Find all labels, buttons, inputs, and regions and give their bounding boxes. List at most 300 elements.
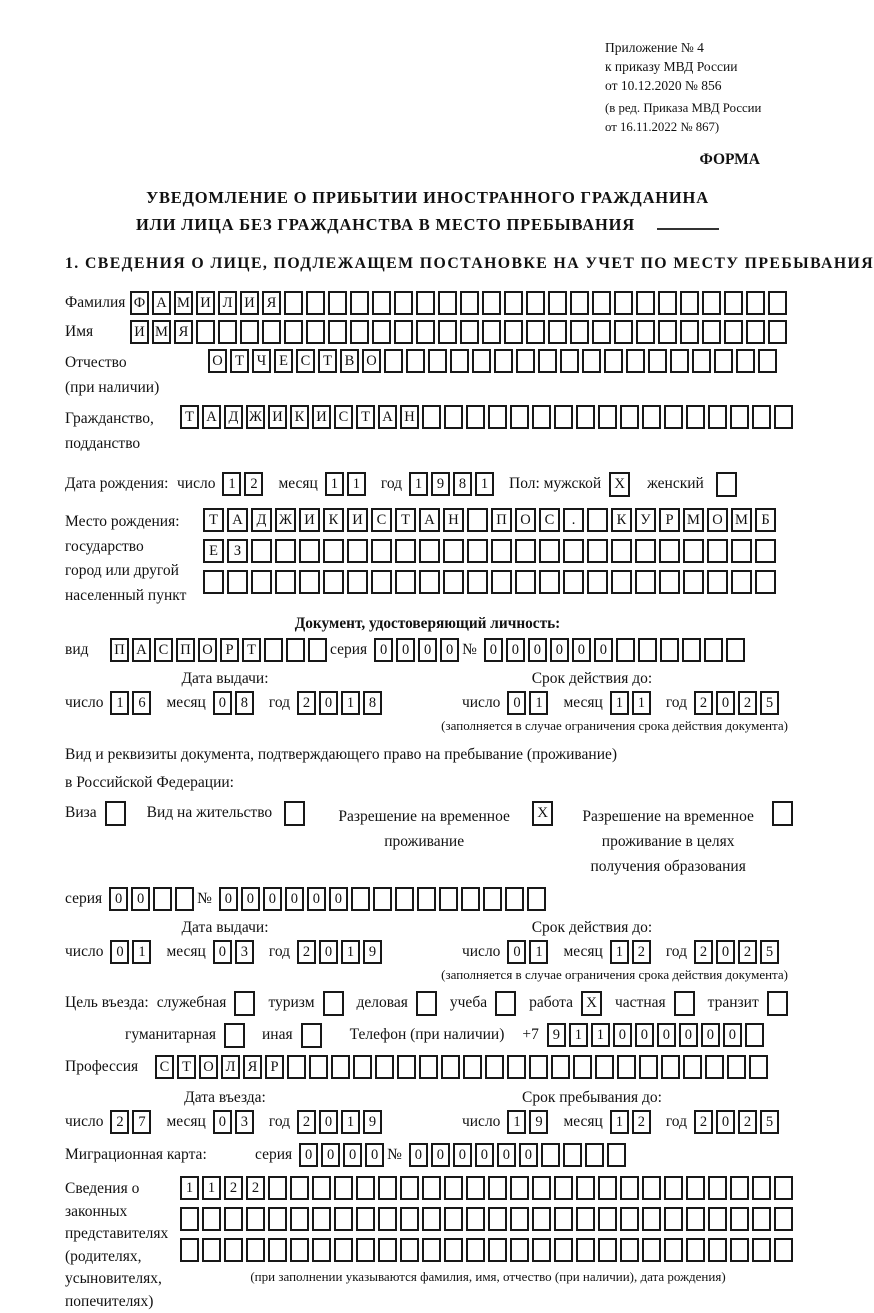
entry-day-input[interactable] [110,1110,154,1134]
char-cell: Я [262,291,281,315]
char-cell: 0 [572,638,591,662]
char-cell [356,1207,375,1231]
char-cell: 8 [453,472,472,496]
char-cell [482,291,501,315]
char-cell: 2 [224,1176,243,1200]
char-cell [548,320,567,344]
char-cell [526,291,545,315]
char-cell [658,291,677,315]
patronymic-row [65,349,790,400]
identity-doc-kind-input[interactable] [110,638,330,662]
surname-input[interactable] [130,291,790,315]
day-label: число [65,943,104,961]
char-cell: М [174,291,193,315]
month-label: месяц [563,1113,603,1131]
char-cell: К [290,405,309,429]
char-cell: Я [243,1055,262,1079]
char-cell [659,570,680,594]
char-cell [488,1207,507,1231]
char-cell [642,1176,661,1200]
residence-issue-year-input[interactable] [297,940,385,964]
char-cell [395,539,416,563]
char-cell [466,1176,485,1200]
char-cell [395,887,414,911]
char-cell [639,1055,658,1079]
birth-place-input-row1[interactable] [203,508,779,532]
char-cell [587,508,608,532]
representatives-input-row3[interactable] [180,1238,796,1262]
stay-until-heading: Срок пребывания до: [521,1089,662,1107]
char-cell: П [176,638,195,662]
representatives-label-line2: законных [65,1202,128,1220]
residence-doc-options [65,801,790,879]
day-label: число [461,943,501,961]
char-cell [704,638,723,662]
char-cell: 3 [235,1110,254,1134]
entry-year-input[interactable] [297,1110,385,1134]
month-label: месяц [278,475,318,493]
identity-doc-number-input[interactable] [484,638,748,662]
char-cell [350,291,369,315]
char-cell: 9 [363,940,382,964]
option-temp-residence-education-label: Разрешение на временное проживание в целях получения образования [582,808,754,876]
char-cell: 0 [701,1023,720,1047]
char-cell [585,1143,604,1167]
char-cell [306,291,325,315]
char-cell [371,539,392,563]
char-cell [774,1238,793,1262]
char-cell: С [371,508,392,532]
representatives-row [65,1176,790,1313]
birth-year-input[interactable] [409,472,497,496]
title-underline [657,228,719,230]
char-cell: 0 [519,1143,538,1167]
char-cell: 0 [506,638,525,662]
residence-valid-year-input[interactable] [694,940,782,964]
form-title-line2-wrap [65,211,790,238]
char-cell [323,570,344,594]
number-label: № [462,641,477,659]
char-cell: Е [203,539,224,563]
char-cell: 0 [594,638,613,662]
char-cell: Н [400,405,419,429]
char-cell [394,320,413,344]
series-label: серия [330,641,368,659]
patronymic-input[interactable] [208,349,780,373]
char-cell: 1 [180,1176,199,1200]
char-cell [328,291,347,315]
char-cell: Н [443,508,464,532]
stay-month-input[interactable] [610,1110,654,1134]
char-cell [378,1238,397,1262]
char-cell [614,291,633,315]
char-cell [312,1238,331,1262]
char-cell [560,349,579,373]
validity-heading: Срок действия до: [531,670,653,688]
purpose-study-checkbox[interactable] [495,991,519,1016]
char-cell [726,638,745,662]
char-cell [203,570,224,594]
char-cell: С [334,405,353,429]
residence-doc-series-row [65,887,790,911]
char-cell [692,349,711,373]
char-cell [724,291,743,315]
char-cell: 0 [507,691,526,715]
birth-place-label-line4: населенный пункт [65,586,187,604]
char-cell [598,405,617,429]
char-cell [286,638,305,662]
citizenship-label [65,405,180,456]
char-cell [400,1207,419,1231]
char-cell [642,405,661,429]
citizenship-input[interactable] [180,405,796,429]
identity-doc-kind-label: вид [65,641,89,659]
char-cell [443,539,464,563]
purpose-official-checkbox[interactable] [234,991,258,1016]
char-cell: И [268,405,287,429]
identity-valid-year-input[interactable] [694,691,782,715]
issue-date-heading: Дата выдачи: [181,670,269,688]
char-cell [416,991,437,1016]
char-cell [406,349,425,373]
annex-line: к приказу МВД России [605,59,738,75]
char-cell: Д [251,508,272,532]
birth-month-input[interactable] [325,472,369,496]
char-cell [670,349,689,373]
residence-doc-issue-group [65,919,385,964]
char-cell: 2 [694,1110,713,1134]
purpose-work-label: работа [529,994,573,1012]
option-residence-permit-checkbox[interactable] [284,801,308,826]
char-cell: 1 [610,940,629,964]
identity-valid-day-input[interactable] [507,691,551,715]
edition-line: (в ред. Приказа МВД России [605,101,762,116]
char-cell: 0 [213,691,232,715]
char-cell [312,1207,331,1231]
char-cell [614,320,633,344]
char-cell [180,1207,199,1231]
purpose-official-label: служебная [156,994,227,1012]
option-visa-checkbox[interactable] [105,801,129,826]
char-cell: 1 [409,472,428,496]
surname-row [65,291,790,315]
char-cell [563,539,584,563]
char-cell: 0 [213,940,232,964]
char-cell: А [378,405,397,429]
birth-place-input-row3[interactable] [203,570,779,594]
char-cell: 0 [319,1110,338,1134]
representatives-label-line5: усыновителях, [65,1270,162,1288]
char-cell [275,570,296,594]
char-cell [702,320,721,344]
patronymic-label [65,349,208,400]
char-cell [570,320,589,344]
char-cell: А [227,508,248,532]
char-cell: У [635,508,656,532]
residence-issue-month-input[interactable] [213,940,257,964]
profession-label: Профессия [65,1058,139,1076]
char-cell: 0 [343,1143,362,1167]
char-cell: Б [755,508,776,532]
identity-issue-year-input[interactable] [297,691,385,715]
stay-day-input[interactable] [507,1110,551,1134]
purpose-work-checkbox[interactable] [581,991,605,1016]
representatives-label [65,1176,180,1313]
char-cell [749,1055,768,1079]
char-cell [251,539,272,563]
char-cell [400,1176,419,1200]
residence-doc-series-input[interactable] [109,887,197,911]
char-cell [708,1238,727,1262]
char-cell [306,320,325,344]
char-cell [328,320,347,344]
char-cell [746,320,765,344]
entry-month-input[interactable] [213,1110,257,1134]
phone-prefix: +7 [522,1026,539,1044]
year-label: год [268,694,291,712]
char-cell: 0 [550,638,569,662]
char-cell [494,349,513,373]
birth-place-row [65,508,790,608]
char-cell [598,1207,617,1231]
char-cell [268,1238,287,1262]
char-cell [227,570,248,594]
char-cell [563,1143,582,1167]
char-cell [419,1055,438,1079]
birth-place-input-row2[interactable] [203,539,779,563]
char-cell [686,405,705,429]
char-cell [527,887,546,911]
char-cell: 2 [632,940,651,964]
char-cell: 0 [453,1143,472,1167]
month-label: месяц [166,694,206,712]
char-cell [384,349,403,373]
char-cell: 2 [738,940,757,964]
char-cell: Т [230,349,249,373]
char-cell [488,1238,507,1262]
char-cell: 1 [222,472,241,496]
char-cell [416,291,435,315]
char-cell [554,405,573,429]
char-cell [532,1207,551,1231]
year-label: год [665,943,687,961]
char-cell [196,320,215,344]
residence-valid-month-input[interactable] [610,940,654,964]
residence-doc-intro1: Вид и реквизиты документа, подтверждающего право на пребывание (проживание) [65,746,618,764]
series-label: серия [255,1146,293,1164]
char-cell [611,570,632,594]
char-cell [284,291,303,315]
char-cell: 0 [307,887,326,911]
char-cell: 0 [484,638,503,662]
char-cell: 1 [347,472,366,496]
char-cell: 1 [110,691,129,715]
char-cell: Р [220,638,239,662]
sex-female-label: женский [647,475,704,493]
year-label: год [268,943,291,961]
char-cell [299,539,320,563]
purpose-private-checkbox[interactable] [674,991,698,1016]
char-cell [730,1238,749,1262]
char-cell [460,291,479,315]
char-cell: П [491,508,512,532]
char-cell [467,539,488,563]
char-cell: И [299,508,320,532]
char-cell: 0 [657,1023,676,1047]
char-cell [504,291,523,315]
char-cell [472,349,491,373]
option-residence-permit-label: Вид на жительство [146,804,273,822]
representatives-inputs [180,1176,796,1285]
birth-date-label: Дата рождения: [65,475,169,493]
char-cell [768,291,787,315]
char-cell [275,539,296,563]
char-cell [463,1055,482,1079]
identity-doc-series-input[interactable] [374,638,462,662]
char-cell: Т [177,1055,196,1079]
char-cell [334,1238,353,1262]
purpose-humanitarian-checkbox[interactable] [224,1023,248,1048]
representatives-label-line1: Сведения о [65,1180,140,1198]
char-cell [284,801,305,826]
char-cell [264,638,283,662]
char-cell [716,472,737,497]
char-cell: Ж [246,405,265,429]
char-cell [466,1238,485,1262]
char-cell [323,539,344,563]
char-cell [268,1176,287,1200]
citizenship-row [65,405,790,456]
char-cell [730,1176,749,1200]
purpose-transit-checkbox[interactable] [767,991,791,1016]
migration-card-label: Миграционная карта: [65,1146,207,1164]
edition-line: от 16.11.2022 № 867) [605,119,720,134]
char-cell: 8 [363,691,382,715]
char-cell: Л [218,291,237,315]
char-cell [505,887,524,911]
char-cell: X [609,472,630,497]
char-cell: 0 [365,1143,384,1167]
char-cell [356,1176,375,1200]
option-temp-residence-checkbox[interactable] [532,801,556,826]
char-cell [224,1238,243,1262]
char-cell: 0 [431,1143,450,1167]
char-cell [467,508,488,532]
char-cell: 1 [325,472,344,496]
purpose-transit-label: транзит [707,994,759,1012]
char-cell [529,1055,548,1079]
char-cell: 0 [285,887,304,911]
char-cell: И [312,405,331,429]
given-name-label: Имя [65,323,94,341]
migration-card-row [65,1143,790,1167]
char-cell [752,405,771,429]
char-cell: 0 [329,887,348,911]
char-cell [636,291,655,315]
migration-card-number-input[interactable] [409,1143,629,1167]
char-cell [510,1238,529,1262]
char-cell: 0 [613,1023,632,1047]
purpose-business-checkbox[interactable] [416,991,440,1016]
representatives-input-row1[interactable] [180,1176,796,1200]
citizenship-label-line1: Гражданство, [65,410,154,428]
char-cell [378,1176,397,1200]
stay-year-input[interactable] [694,1110,782,1134]
identity-issue-month-input[interactable] [213,691,257,715]
char-cell [708,405,727,429]
char-cell [224,1023,245,1048]
representatives-note: (при заполнении указываются фамилия, имя, отчество (при наличии), дата рождения) [250,1269,726,1285]
char-cell: 0 [716,940,735,964]
char-cell: 0 [723,1023,742,1047]
char-cell [708,1176,727,1200]
char-cell [727,1055,746,1079]
char-cell [604,349,623,373]
form-label: ФОРМА [699,150,760,168]
residence-issue-day-input[interactable] [110,940,154,964]
purpose-other-label: иная [261,1026,293,1044]
char-cell: 2 [297,691,316,715]
purpose-tourism-checkbox[interactable] [323,991,347,1016]
char-cell [745,1023,764,1047]
char-cell [290,1207,309,1231]
birth-day-input[interactable] [222,472,266,496]
char-cell: 0 [321,1143,340,1167]
char-cell [507,1055,526,1079]
purpose-humanitarian-label: гуманитарная [125,1026,216,1044]
char-cell: Ф [130,291,149,315]
char-cell [660,638,679,662]
migration-card-series-input[interactable] [299,1143,387,1167]
residence-doc-number-input[interactable] [219,887,549,911]
char-cell [554,1238,573,1262]
char-cell [483,887,502,911]
char-cell: И [130,320,149,344]
phone-input[interactable] [547,1023,767,1047]
year-label: год [380,475,403,493]
birth-place-label-line3: город или другой [65,562,179,580]
residence-doc-intro2: в Российской Федерации: [65,774,234,792]
char-cell [702,291,721,315]
sex-female-checkbox[interactable] [716,472,740,497]
option-temp-residence-education-checkbox[interactable] [772,801,796,826]
given-name-input[interactable] [130,320,790,344]
identity-valid-month-input[interactable] [610,691,654,715]
stay-until-group [462,1089,782,1134]
sex-male-checkbox[interactable] [609,472,633,497]
residence-valid-day-input[interactable] [507,940,551,964]
char-cell [682,638,701,662]
char-cell [576,405,595,429]
char-cell: 0 [716,1110,735,1134]
char-cell [731,570,752,594]
char-cell [598,1176,617,1200]
residence-doc-dates [65,919,790,983]
char-cell: 9 [547,1023,566,1047]
char-cell [642,1238,661,1262]
char-cell: Р [265,1055,284,1079]
char-cell: И [347,508,368,532]
char-cell [400,1238,419,1262]
char-cell [587,570,608,594]
representatives-input-row2[interactable] [180,1207,796,1231]
char-cell [290,1238,309,1262]
identity-issue-day-input[interactable] [110,691,154,715]
purpose-other-checkbox[interactable] [301,1023,325,1048]
char-cell [626,349,645,373]
char-cell [491,570,512,594]
profession-input[interactable] [155,1055,771,1079]
